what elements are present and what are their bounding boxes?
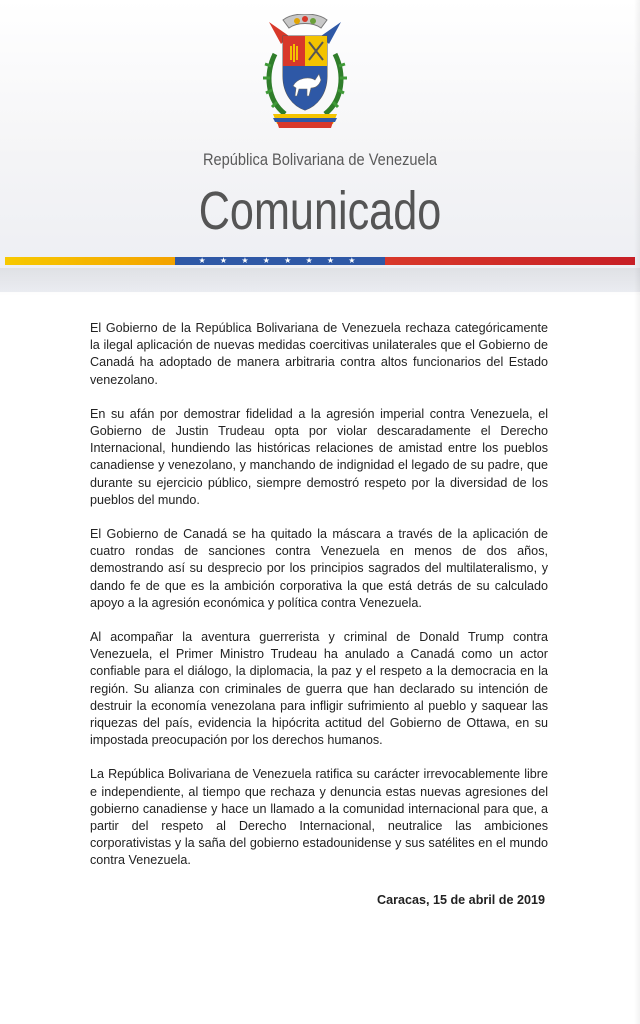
page-title: Comunicado [198, 181, 442, 241]
coat-of-arms-icon [259, 14, 351, 132]
flag-stripe [5, 257, 635, 265]
paragraph-5: La República Bolivariana de Venezuela ratifica su carácter irrevocablemente libre e independiente, al tiempo que rechaza y denuncia estas nuevas agresiones del gobierno canadiense y hace un llamado a la comunidad internacional para que, a partir del respeto al Derecho Internacional, neutralice las ambiciones corporativistas y la saña del gobierno estadounidense y sus satélites en el mundo contra Venezuela. [90, 767, 548, 868]
letterhead [0, 0, 640, 292]
communique-body [90, 320, 548, 887]
paragraph-4: Al acompañar la aventura guerrerista y criminal de Donald Trump contra Venezuela, el Primer Ministro Trudeau ha anulado a Canadá como un actor confiable para el diálogo, la diplomacia, la paz y el respeto a la democracia en la región. Su alianza con criminales de guerra que han declarado su intención de destruir la economía venezolana para infligir sufrimiento al pueblo y saquear las riquezas del país, evidencia la hipócrita actitud del Gobierno de Ottawa, en su impostada preocupación por los derechos humanos. [90, 630, 548, 748]
stars-icon: ★ ★ ★ ★ ★ ★ ★ ★ [198, 256, 362, 265]
republic-name: República Bolivariana de Venezuela [202, 150, 438, 169]
page-edge-shadow [634, 0, 640, 1024]
stripe-blue [175, 257, 385, 265]
paragraph-2: En su afán por demostrar fidelidad a la agresión imperial contra Venezuela, el Gobierno de Justin Trudeau opta por violar descaradamente el Derecho Internacional, hundiendo las históricas relaciones de amistad entre los pueblos canadiense y venezolano, y manchando de indignidad el legado de su padre, que durante su ejercicio público, siempre demostró respeto por la diversidad de los pueblos del mundo. [90, 406, 548, 507]
paragraph-1: El Gobierno de la República Bolivariana de Venezuela rechaza categóricamente la ilegal aplicación de nuevas medidas coercitivas unilaterales que el Gobierno de Canadá ha adoptado de manera arbitraria contra altos funcionarios del Estado venezolano. [90, 321, 548, 387]
stripe-yellow [5, 257, 175, 265]
place-and-date: Caracas, 15 de abril de 2019 [376, 893, 545, 907]
header-shadow [0, 268, 640, 296]
stripe-red [385, 257, 635, 265]
paragraph-3: El Gobierno de Canadá se ha quitado la máscara a través de la aplicación de cuatro rondas de sanciones contra Venezuela en menos de dos años, demostrando así su desprecio por los principios sagrados del multilateralismo, y dando fe de que es la ambición corporativa la que está detrás de su calculado apoyo a la agresión económica y política contra Venezuela. [90, 527, 548, 610]
